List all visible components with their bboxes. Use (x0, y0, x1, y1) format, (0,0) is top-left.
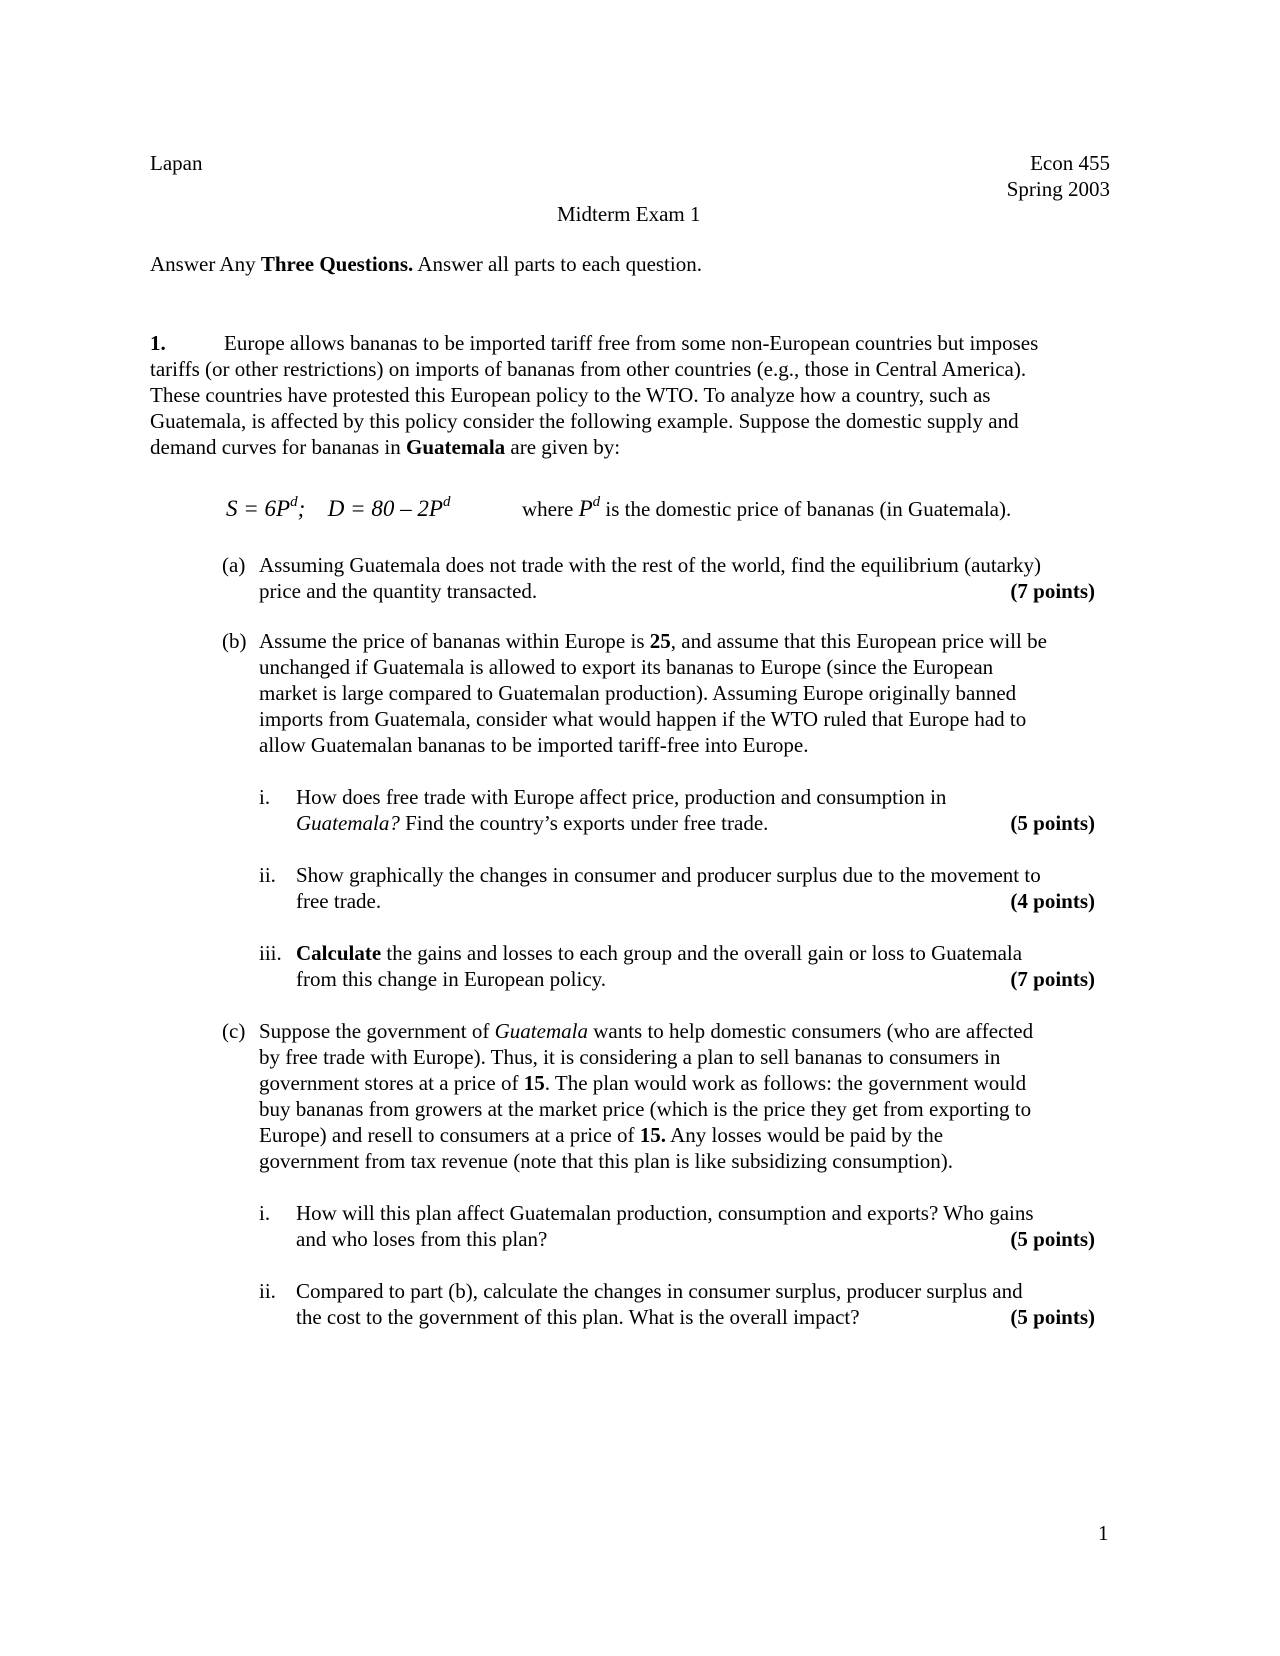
part-c-ii-points: (5 points) (1010, 1305, 1095, 1329)
price-superscript: d (592, 494, 601, 510)
part-b-i-text: Find the country’s exports under free trade. (399, 811, 769, 835)
part-c-text-end: wants to help domestic consumers (who are affected (587, 1019, 1034, 1043)
instructions-prefix: Answer Any (150, 252, 261, 276)
part-b-i-label: i. (259, 785, 271, 809)
part-c-i-label: i. (259, 1201, 271, 1225)
q1-intro-line-3: These countries have protested this European policy to the WTO. To analyze how a country, such as (150, 383, 991, 407)
part-a-line-2 (259, 578, 1095, 604)
part-b-i-points: (5 points) (1010, 811, 1095, 835)
part-a-label: (a) (222, 553, 246, 577)
part-b-line-1 (259, 628, 1047, 654)
resale-price: 15. (639, 1123, 667, 1147)
part-b-ii-label: ii. (259, 863, 276, 887)
part-b-iii-text: the gains and losses to each group and the overall gain or loss to Guatemala (381, 941, 1023, 965)
part-b-ii-line-1: Show graphically the changes in consumer and producer surplus due to the movement to (296, 863, 1041, 887)
part-b-label: (b) (222, 629, 247, 653)
term: Spring 2003 (1006, 177, 1110, 201)
q1-intro-line-5 (150, 434, 620, 460)
page-number: 1 (1098, 1521, 1109, 1545)
country-name: Guatemala (406, 435, 506, 459)
author-name: Lapan (150, 151, 203, 175)
part-c-ii-label: ii. (259, 1279, 276, 1303)
part-b-line-5: allow Guatemalan bananas to be imported tariff-free into Europe. (259, 733, 809, 757)
price-description: is the domestic price of bananas (in Guatemala). (600, 497, 1012, 521)
exam-title: Midterm Exam 1 (557, 202, 701, 226)
q1-intro-line-1: Europe allows bananas to be imported tariff free from some non-European countries but imposes (224, 331, 1039, 355)
part-b-iii-line-2 (296, 966, 1095, 992)
part-b-ii-line-2 (296, 888, 1095, 914)
part-c-line-4: buy bananas from growers at the market price (which is the price they get from exporting to (259, 1097, 1032, 1121)
part-c-ii-line-2 (296, 1304, 1095, 1330)
supply-equation: S = 6P (226, 496, 291, 521)
part-c-ii-text: the cost to the government of this plan. What is the overall impact? (296, 1305, 860, 1329)
part-c-text-5: Europe) and resell to consumers at a price of (259, 1123, 640, 1147)
equation-description (522, 496, 1011, 522)
demand-equation: D = 80 – 2P (327, 496, 443, 521)
part-a-text: price and the quantity transacted. (259, 579, 538, 603)
part-c-i-line-1: How will this plan affect Guatemalan production, consumption and exports? Who gains (296, 1201, 1034, 1225)
part-b-line-4: imports from Guatemala, consider what would happen if the WTO ruled that Europe had to (259, 707, 1027, 731)
instructions (150, 251, 702, 277)
calculate-bold: Calculate (296, 941, 382, 965)
part-c-text-3-end: . The plan would work as follows: the government would (544, 1071, 1027, 1095)
part-c-text: Suppose the government of (259, 1019, 495, 1043)
part-c-line-2: by free trade with Europe). Thus, it is considering a plan to sell bananas to consumers in (259, 1045, 1001, 1069)
part-b-ii-text: free trade. (296, 889, 382, 913)
supply-superscript: d (290, 494, 298, 510)
part-c-ii-line-1: Compared to part (b), calculate the changes in consumer surplus, producer surplus and (296, 1279, 1023, 1303)
q1-intro-line-2: tariffs (or other restrictions) on imports of bananas from other countries (e.g., those in Central America). (150, 357, 1027, 381)
part-c-text-3: government stores at a price of (259, 1071, 524, 1095)
part-b-ii-points: (4 points) (1010, 889, 1095, 913)
part-b-line-2: unchanged if Guatemala is allowed to export its bananas to Europe (since the European (259, 655, 994, 679)
price-symbol: P (578, 496, 593, 521)
country-italic-c: Guatemala (494, 1019, 588, 1043)
instructions-suffix: Answer all parts to each question. (413, 252, 702, 276)
part-b-iii-text-2: from this change in European policy. (296, 967, 607, 991)
part-b-iii-label: iii. (259, 941, 282, 965)
part-b-line-3: market is large compared to Guatemalan production). Assuming Europe originally banned (259, 681, 1017, 705)
part-b-i-line-2 (296, 810, 1095, 836)
supply-demand-equations (226, 496, 450, 522)
part-b-i-line-1: How does free trade with Europe affect price, production and consumption in (296, 785, 947, 809)
part-c-i-text: and who loses from this plan? (296, 1227, 548, 1251)
country-italic: Guatemala? (296, 811, 400, 835)
intro-text: demand curves for bananas in (150, 435, 406, 459)
store-price: 15 (523, 1071, 545, 1095)
part-c-line-3 (259, 1070, 1026, 1096)
course-code: Econ 455 (1030, 151, 1110, 175)
intro-text-end: are given by: (505, 435, 621, 459)
part-c-line-1 (259, 1018, 1033, 1044)
part-c-i-points: (5 points) (1010, 1227, 1095, 1251)
equation-separator: ; (297, 496, 306, 521)
part-c-text-5-end: Any losses would be paid by the (666, 1123, 944, 1147)
part-c-label: (c) (222, 1019, 246, 1043)
instructions-bold: Three Questions. (260, 252, 414, 276)
part-b-text-end: , and assume that this European price will be (670, 629, 1047, 653)
question-number: 1. (150, 331, 166, 355)
demand-superscript: d (442, 494, 451, 510)
part-c-line-5 (259, 1122, 943, 1148)
part-b-iii-points: (7 points) (1010, 967, 1095, 991)
where-text: where (522, 497, 579, 521)
part-a-line-1: Assuming Guatemala does not trade with the rest of the world, find the equilibrium (autarky) (259, 553, 1042, 577)
part-b-text: Assume the price of bananas within Europe is (259, 629, 650, 653)
part-c-line-6: government from tax revenue (note that this plan is like subsidizing consumption). (259, 1149, 954, 1173)
part-b-iii-line-1 (296, 940, 1022, 966)
part-c-i-line-2 (296, 1226, 1095, 1252)
part-a-points: (7 points) (1010, 579, 1095, 603)
europe-price: 25 (649, 629, 671, 653)
q1-intro-line-4: Guatemala, is affected by this policy consider the following example. Suppose the domestic supply and (150, 409, 1019, 433)
